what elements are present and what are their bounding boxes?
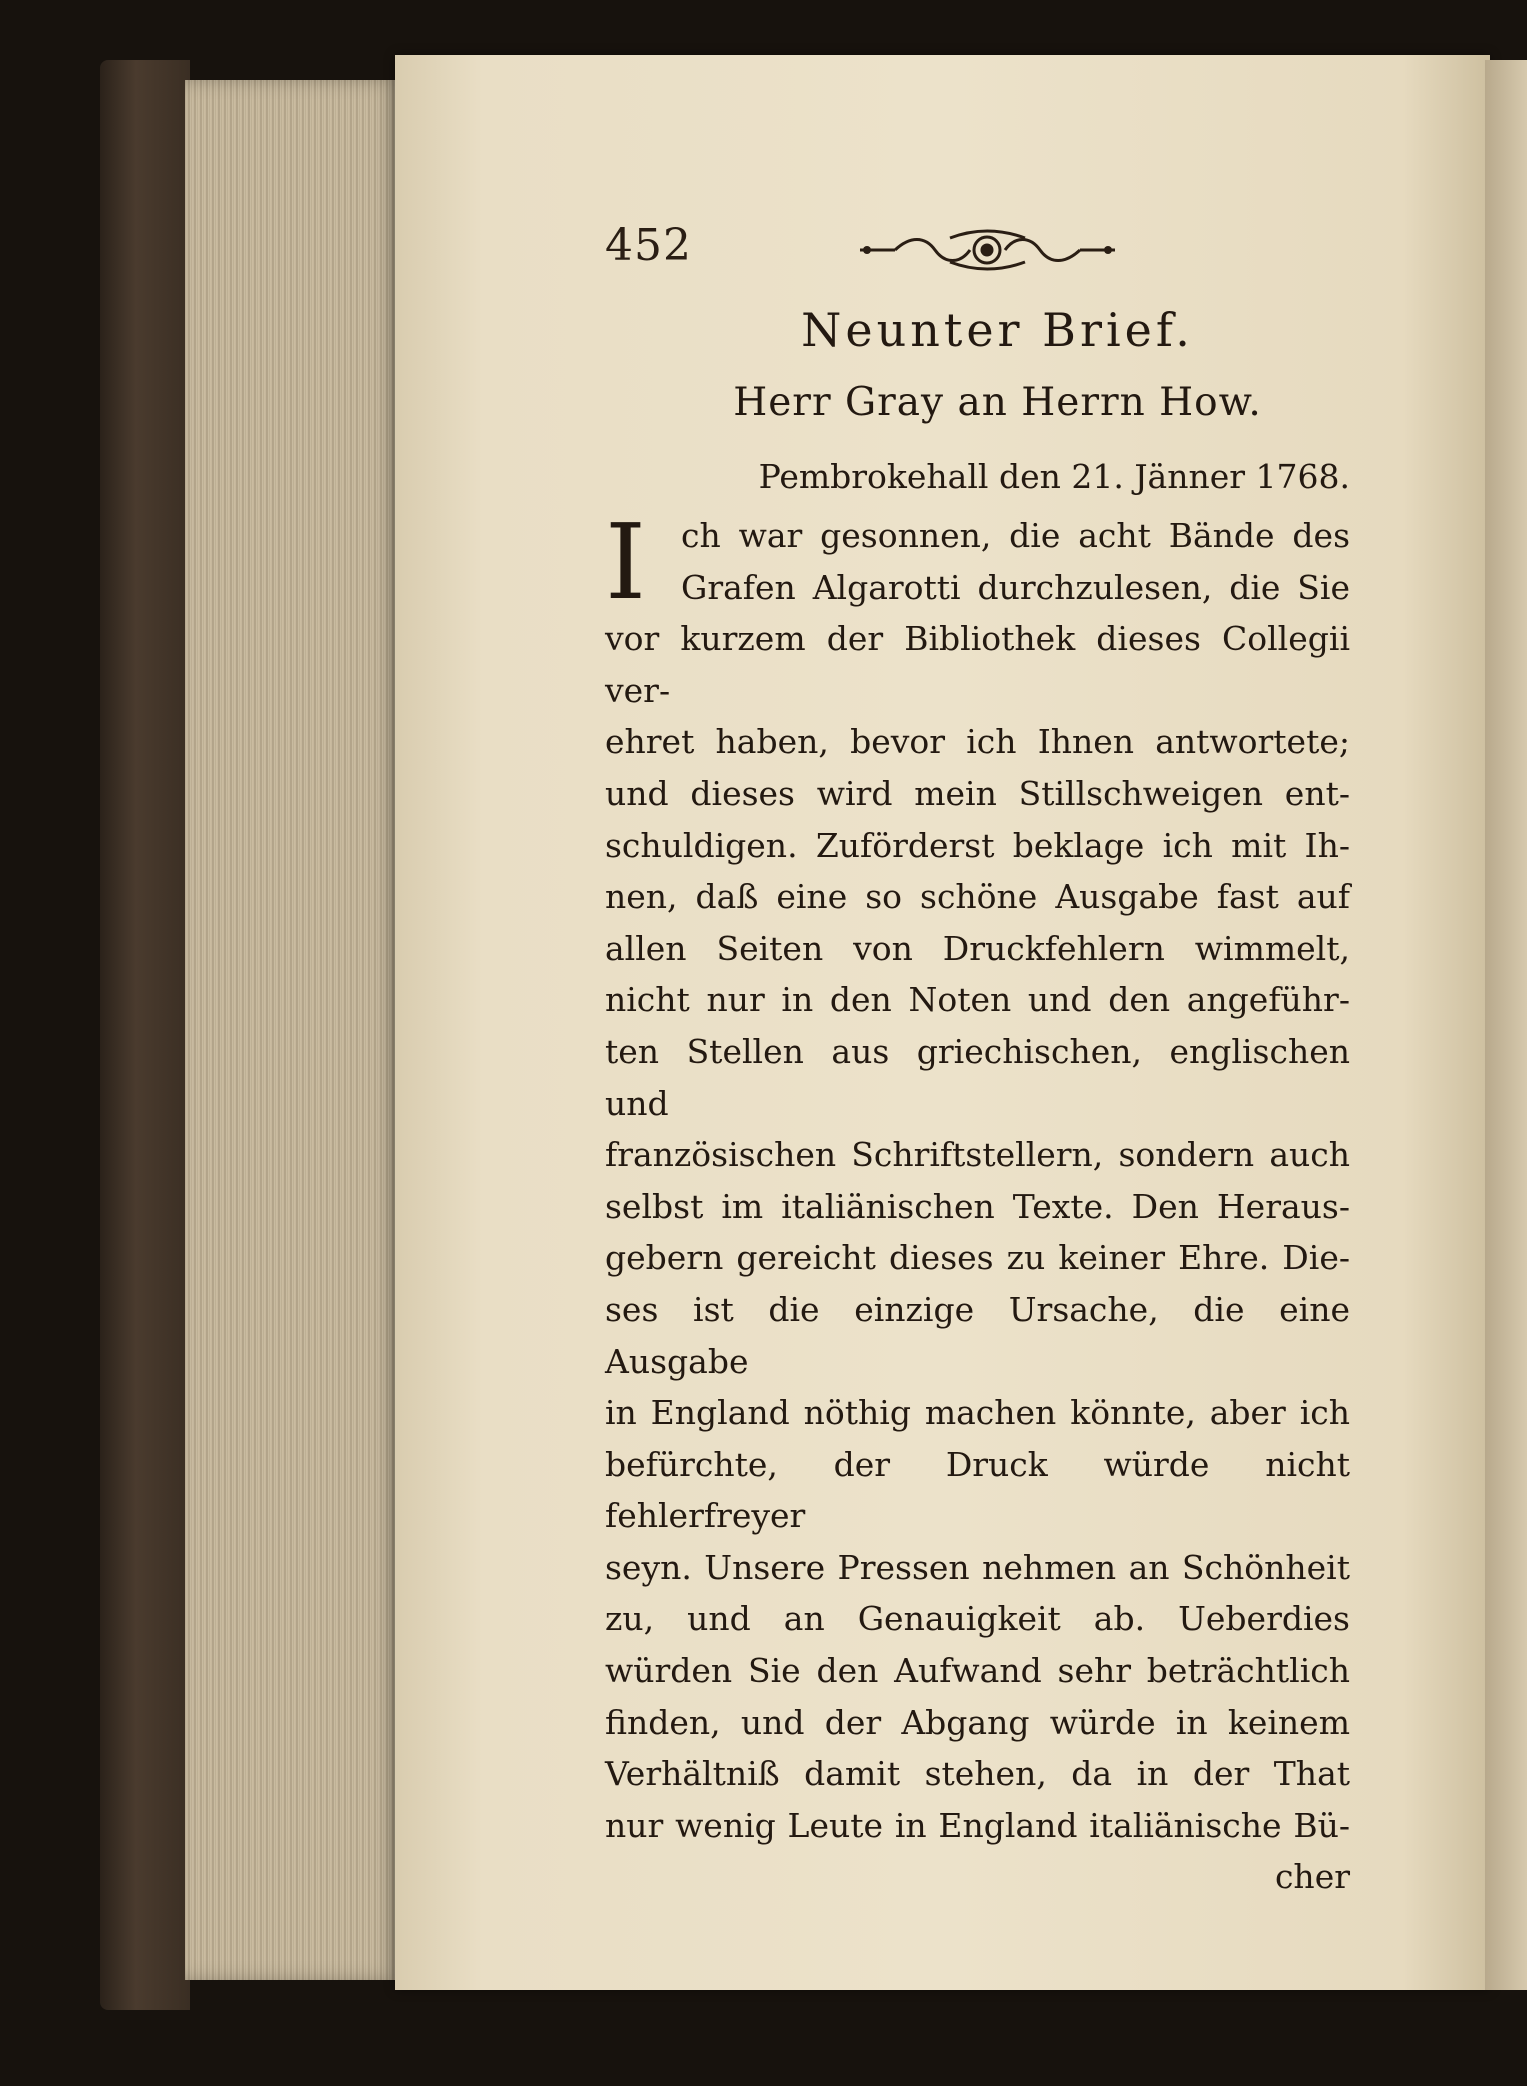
body-line: nen, daß eine so schöne Ausgabe fast auf: [605, 877, 1350, 917]
body-line: Grafen Algarotti durchzulesen, die Sie: [681, 567, 1350, 607]
letter-subtitle: Herr Gray an Herrn How.: [733, 380, 1262, 425]
body-line: nur wenig Leute in England italiänische Bü-: [605, 1805, 1350, 1845]
body-line: und dieses wird mein Stillschweigen ent-: [605, 773, 1350, 813]
first-line: [605, 501, 1350, 623]
body-line: vor kurzem der Bibliothek dieses Collegii ver-: [605, 619, 1350, 710]
body-line: seyn. Unsere Pressen nehmen an Schönheit: [605, 1547, 1350, 1587]
body-line: ehret haben, bevor ich Ihnen antwortete;: [605, 722, 1350, 762]
body-line: ch war gesonnen, die acht Bände des: [681, 516, 1350, 555]
body-line: ten Stellen aus griechischen, englischen und: [605, 1031, 1350, 1123]
body-line: zu, und an Genauigkeit ab. Ueberdies: [605, 1599, 1350, 1639]
body-line: würden Sie den Aufwand sehr beträchtlich: [605, 1651, 1350, 1691]
page-block-edges: [185, 80, 400, 1980]
drop-cap: I: [605, 501, 647, 623]
body-line: finden, und der Abgang würde in keinem: [605, 1702, 1350, 1742]
body-line: selbst im italiänischen Texte. Den Heraus-: [605, 1186, 1350, 1226]
body-line: allen Seiten von Druckfehlern wimmelt,: [605, 928, 1350, 968]
body-line: befürchte, der Druck würde nicht fehlerfreyer: [605, 1444, 1350, 1536]
vignette-ornament-icon: [855, 228, 1120, 272]
body-line: nicht nur in den Noten und den angeführ-: [605, 980, 1350, 1020]
catchword: cher: [1274, 1857, 1350, 1897]
body-line: Verhältniß damit stehen, da in der That: [605, 1754, 1350, 1794]
page-number: 452: [605, 220, 692, 271]
body-line: in England nöthig machen könnte, aber ich: [605, 1393, 1350, 1433]
body-line: gebern gereicht dieses zu keiner Ehre. Die-: [605, 1238, 1350, 1278]
letter-body: [605, 501, 1350, 1903]
facing-page-edge: [1485, 60, 1527, 1990]
body-line: französischen Schriftstellern, sondern auch: [605, 1135, 1350, 1175]
body-line: schuldigen. Zuförderst beklage ich mit Ih-: [605, 825, 1350, 865]
book-cover-edge: [100, 60, 190, 2010]
page-header: [605, 220, 1125, 280]
letter-dateline: Pembrokehall den 21. Jänner 1768.: [758, 457, 1350, 496]
body-line: ses ist die einzige Ursache, die eine Ausgabe: [605, 1289, 1350, 1381]
letter-text-block: [605, 300, 1350, 1903]
letter-title: Neunter Brief.: [801, 303, 1194, 357]
